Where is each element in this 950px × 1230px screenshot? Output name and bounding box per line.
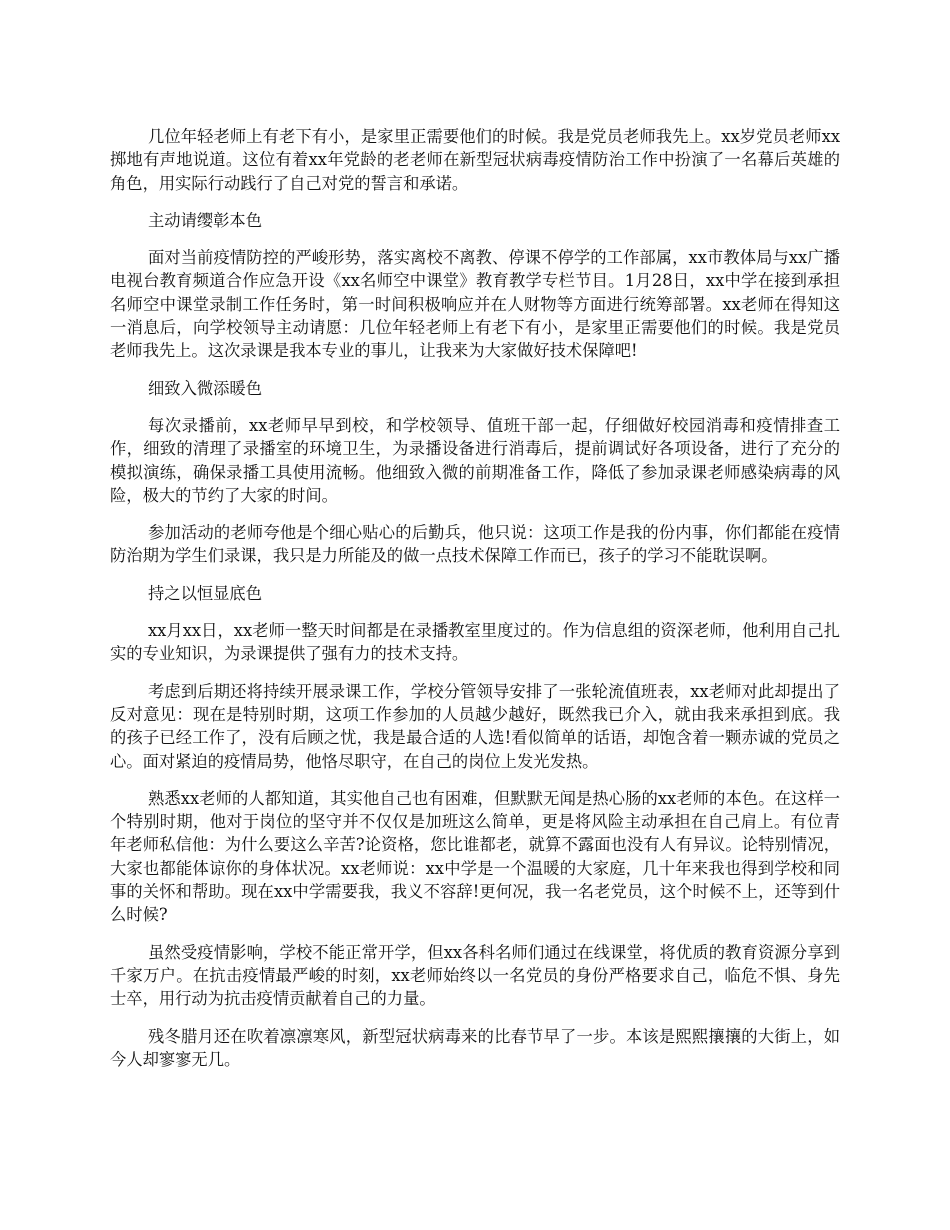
- paragraph: 每次录播前，xx老师早早到校，和学校领导、值班干部一起，仔细做好校园消毒和疫情排查工作，细致的清理了录播室的环境卫生，为录播设备进行消毒后，提前调试好各项设备，进行了充分的模拟演练，确保录播工具使用流畅。他细致入微的前期准备工作，降低了参加录课老师感染病毒的风险，极大的节约了大家的时间。: [110, 415, 840, 505]
- paragraph: 残冬腊月还在吹着凛凛寒风，新型冠状病毒来的比春节早了一步。本该是熙熙攘攘的大街上，如今人却寥寥无几。: [110, 1026, 840, 1069]
- document-body: [110, 125, 840, 1085]
- section-heading: 主动请缨彰本色: [148, 210, 262, 230]
- section-heading: 细致入微添暖色: [148, 378, 262, 398]
- paragraph: 几位年轻老师上有老下有小，是家里正需要他们的时候。我是党员老师我先上。xx岁党员老师xx掷地有声地说道。这位有着xx年党龄的老老师在新型冠状病毒疫情防治工作中扮演了一名幕后英雄的角色，用实际行动践行了自己对党的誓言和承诺。: [110, 127, 840, 193]
- paragraph: 参加活动的老师夸他是个细心贴心的后勤兵，他只说：这项工作是我的份内事，你们都能在疫情防治期为学生们录课，我只是力所能及的做一点技术保障工作而已，孩子的学习不能耽误啊。: [110, 523, 840, 566]
- paragraph: 熟悉xx老师的人都知道，其实他自己也有困难，但默默无闻是热心肠的xx老师的本色。在这样一个特别时期，他对于岗位的坚守并不仅仅是加班这么简单，更是将风险主动承担在自己肩上。有位青年老师私信他：为什么要这么辛苦?论资格，您比谁都老，就算不露面也没有人有异议。论特别情况，大家也都能体谅你的身体状况。xx老师说：xx中学是一个温暖的大家庭，几十年来我也得到学校和同事的关怀和帮助。现在xx中学需要我，我义不容辞!更何况，我一名老党员，这个时候不上，还等到什么时候?: [110, 788, 840, 925]
- paragraph: 考虑到后期还将持续开展录课工作，学校分管领导安排了一张轮流值班表，xx老师对此却提出了反对意见：现在是特别时期，这项工作参加的人员越少越好，既然我已介入，就由我来承担到底。我的孩子已经工作了，没有后顾之忧，我是最合适的人选!看似简单的话语，却饱含着一颗赤诚的党员之心。面对紧迫的疫情局势，他恪尽职守，在自己的岗位上发光发热。: [110, 681, 840, 771]
- paragraph: 面对当前疫情防控的严峻形势，落实离校不离教、停课不停学的工作部属，xx市教体局与xx广播电视台教育频道合作应急开设《xx名师空中课堂》教育教学专栏节目。1月28日，xx中学在接到承担名师空中课堂录制工作任务时，第一时间积极响应并在人财物等方面进行统筹部署。xx老师在得知这一消息后，向学校领导主动请愿：几位年轻老师上有老下有小，是家里正需要他们的时候。我是党员老师我先上。这次录课是我本专业的事儿，让我来为大家做好技术保障吧!: [110, 248, 840, 361]
- paragraph: xx月xx日，xx老师一整天时间都是在录播教室里度过的。作为信息组的资深老师，他利用自己扎实的专业知识，为录课提供了强有力的技术支持。: [110, 621, 840, 664]
- section-heading: 持之以恒显底色: [148, 583, 262, 603]
- paragraph: 虽然受疫情影响，学校不能正常开学，但xx各科名师们通过在线课堂，将优质的教育资源分享到千家万户。在抗击疫情最严峻的时刻，xx老师始终以一名党员的身份严格要求自己，临危不惧、身先士卒，用行动为抗击疫情贡献着自己的力量。: [110, 942, 840, 1009]
